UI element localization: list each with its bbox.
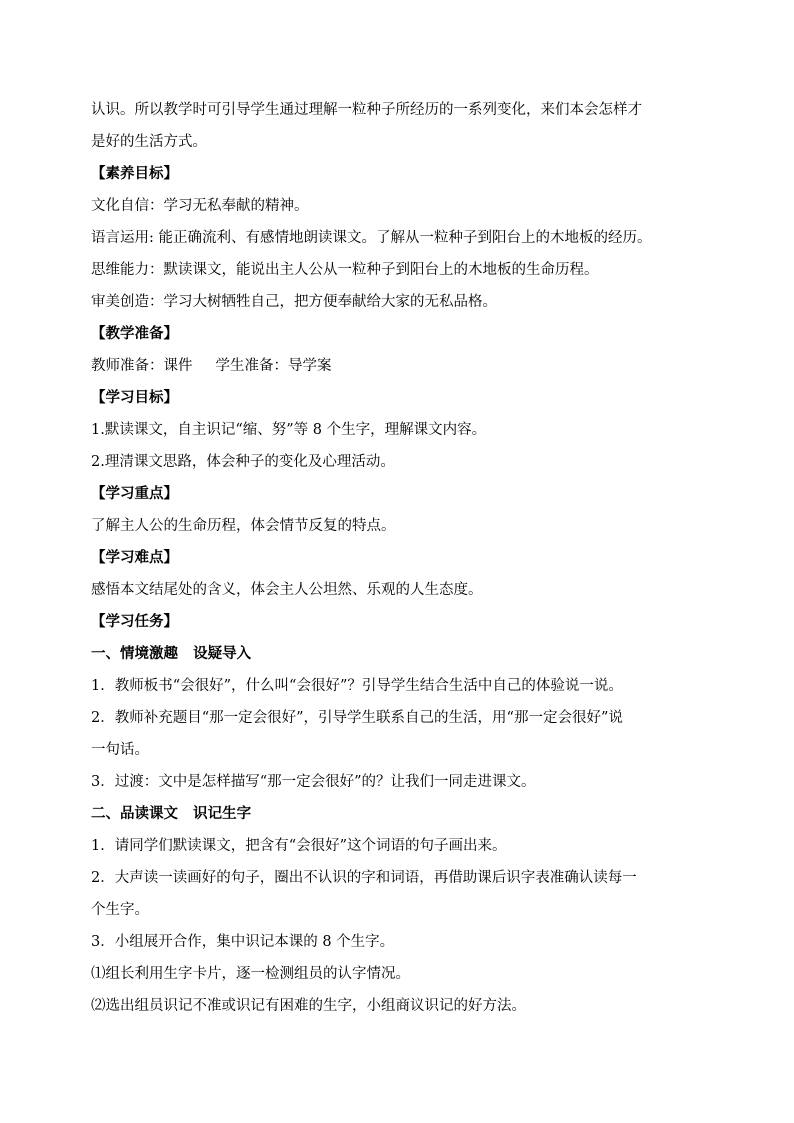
section-heading: 【学习任务】: [91, 614, 178, 630]
text-line: 1．请同学们默读课文，把含有“会很好”这个词语的句子画出来。: [91, 838, 507, 854]
text-line: 思维能力：默读课文，能说出主人公从一粒种子到阳台上的木地板的生命历程。: [91, 262, 599, 278]
text-line: 文化自信：学习无私奉献的精神。: [91, 198, 309, 214]
section-heading: 【学习重点】: [91, 486, 178, 502]
section-heading: 【学习目标】: [91, 390, 178, 406]
text-line: 是好的生活方式。: [91, 134, 207, 150]
text-line: 3．过渡：文中是怎样描写“那一定会很好”的？让我们一同走进课文。: [91, 774, 536, 790]
text-line: 个生字。: [91, 902, 149, 918]
section-heading: 【教学准备】: [91, 326, 178, 342]
text-line: 一句话。: [91, 742, 149, 758]
text-line: ⑴组长利用生字卡片，逐一检测组员的认字情况。: [91, 966, 410, 982]
text-line: 3．小组展开合作，集中识记本课的 8 个生字。: [91, 934, 395, 950]
text-line: 2．大声读一读画好的句子，圈出不认识的字和词语，再借助课后识字表准确认读每一: [91, 870, 637, 886]
text-line: 感悟本文结尾处的含义，体会主人公坦然、乐观的人生态度。: [91, 582, 483, 598]
text-line: 了解主人公的生命历程，体会情节反复的特点。: [91, 518, 396, 534]
subsection-heading: 一、情境激趣 设疑导入: [91, 646, 252, 662]
text-line: 2.理清课文思路，体会种子的变化及心理活动。: [91, 454, 395, 470]
text-line: 2．教师补充题目“那一定会很好”，引导学生联系自己的生活，用“那一定会很好”说: [91, 710, 623, 726]
text-line: 1．教师板书“会很好”，什么叫“会很好”？引导学生结合生活中自己的体验说一说。: [91, 678, 623, 694]
section-heading: 【素养目标】: [91, 166, 178, 182]
text-line: ⑵选出组员识记不准或识记有困难的生字，小组商议识记的好方法。: [91, 998, 526, 1014]
section-heading: 【学习难点】: [91, 550, 178, 566]
text-line: 语言运用: 能正确流利、有感情地朗读课文。了解从一粒种子到阳台上的木地板的经历。: [91, 230, 652, 246]
text-line: 审美创造：学习大树牺牲自己，把方便奉献给大家的无私品格。: [91, 294, 497, 310]
text-line: 教师准备：课件 学生准备：导学案: [91, 358, 332, 374]
subsection-heading: 二、品读课文 识记生字: [91, 806, 252, 822]
text-line: 认识。所以教学时可引导学生通过理解一粒种子所经历的一系列变化，来们本会怎样才: [91, 102, 642, 118]
text-line: 1.默读课文，自主识记“缩、努”等 8 个生字，理解课文内容。: [91, 422, 487, 438]
